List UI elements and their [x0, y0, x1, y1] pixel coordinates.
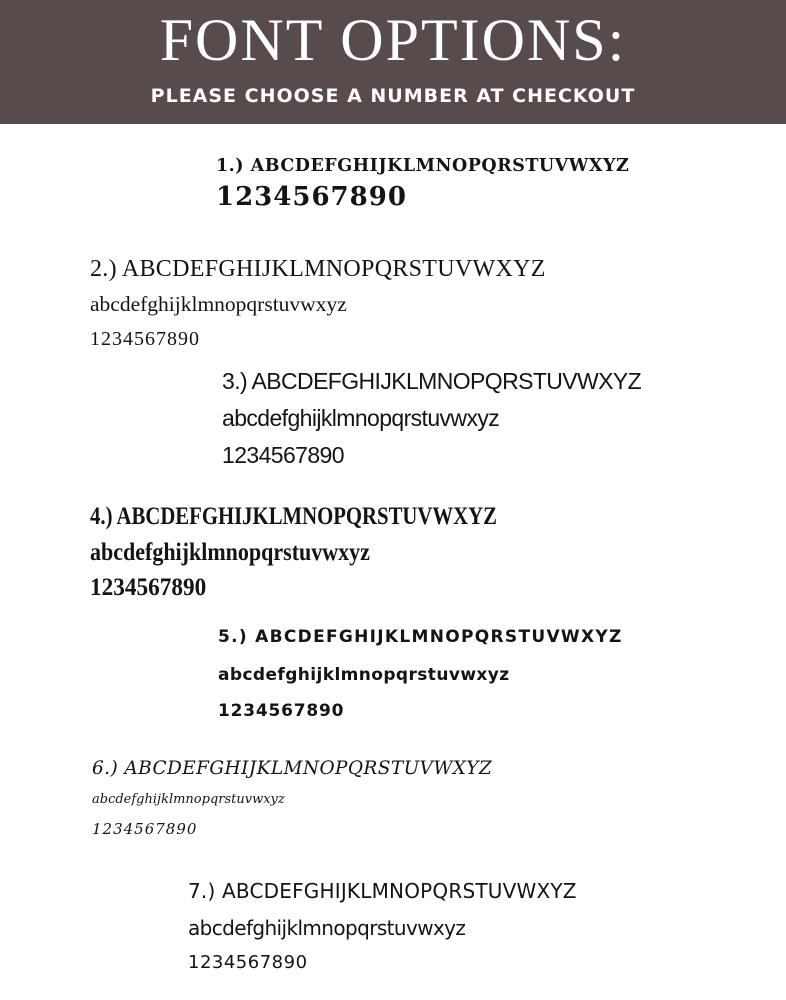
font-option-3 [222, 363, 641, 474]
font-option-6 [92, 752, 492, 844]
font-option-6-uppercase: 6.) ABCDEFGHIJKLMNOPQRSTUVWXYZ [92, 758, 493, 779]
page-title: FONT OPTIONS: [159, 7, 627, 73]
font-option-5 [218, 618, 623, 728]
font-option-1 [216, 150, 629, 212]
font-option-2 [90, 252, 546, 356]
font-option-3-uppercase: 3.) ABCDEFGHIJKLMNOPQRSTUVWXYZ [222, 368, 642, 394]
font-option-4 [90, 499, 580, 605]
font-option-7-uppercase: 7.) ABCDEFGHIJKLMNOPQRSTUVWXYZ [188, 879, 577, 903]
header-banner [0, 0, 786, 124]
font-option-5-lowercase: abcdefghijklmnopqrstuvwxyz [218, 665, 510, 685]
font-option-6-lowercase: abcdefghijklmnopqrstuvwxyz [92, 792, 285, 807]
font-option-1-numbers: 1234567890 [216, 182, 407, 212]
font-option-7-numbers: 1234567890 [188, 952, 308, 973]
font-option-7 [188, 872, 577, 980]
page-subtitle: PLEASE CHOOSE A NUMBER AT CHECKOUT [150, 85, 636, 107]
font-option-7-lowercase: abcdefghijklmnopqrstuvwxyz [188, 916, 466, 940]
font-option-3-lowercase: abcdefghijklmnopqrstuvwxyz [222, 405, 500, 431]
font-option-2-numbers: 1234567890 [90, 328, 200, 350]
font-option-2-lowercase: abcdefghijklmnopqrstuvwxyz [90, 292, 347, 316]
font-option-6-numbers: 1234567890 [92, 820, 198, 838]
font-option-5-uppercase: 5.) ABCDEFGHIJKLMNOPQRSTUVWXYZ [218, 627, 623, 647]
font-option-2-uppercase: 2.) ABCDEFGHIJKLMNOPQRSTUVWXYZ [90, 256, 546, 282]
font-option-1-uppercase: 1.) ABCDEFGHIJKLMNOPQRSTUVWXYZ [216, 156, 630, 176]
font-option-3-numbers: 1234567890 [222, 442, 344, 468]
font-option-5-numbers: 1234567890 [218, 701, 345, 721]
font-option-4-numbers: 1234567890 [90, 574, 207, 601]
font-option-4-uppercase: 4.) ABCDEFGHIJKLMNOPQRSTUVWXYZ [90, 503, 497, 530]
font-option-4-lowercase: abcdefghijklmnopqrstuvwxyz [90, 539, 370, 566]
